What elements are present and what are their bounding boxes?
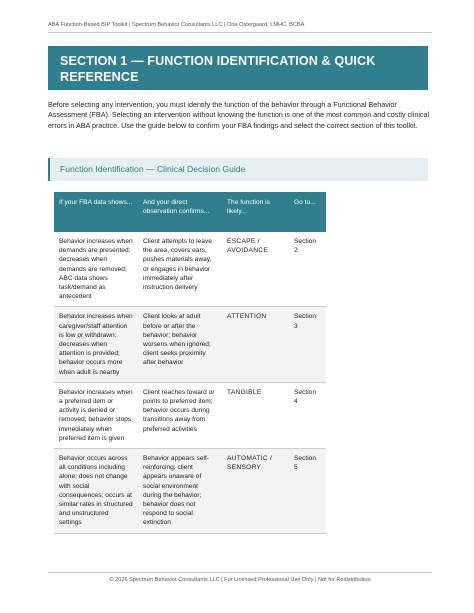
guide-title: Function Identification — Clinical Decision Guide — [60, 164, 246, 174]
cell-function: AUTOMATIC / SENSORY — [222, 449, 289, 534]
cell-section-link[interactable]: Section 4 — [289, 382, 326, 448]
cell-function: ATTENTION — [222, 307, 289, 382]
table-row-automatic — [54, 449, 326, 534]
column-header-function: The function is likely... — [222, 192, 289, 232]
section-title: SECTION 1 — FUNCTION IDENTIFICATION & QUICK REFERENCE — [60, 54, 376, 84]
footer-divider — [48, 572, 432, 573]
column-header-go-to: Go to... — [289, 192, 326, 232]
cell-fba-data: Behavior increases when a preferred item or activity is denied or removed; behavior stops immediately when preferred item is given — [54, 382, 138, 448]
cell-observation: Client reaches toward or points to preferred item; behavior occurs during transitions away from preferred activities — [138, 382, 222, 448]
table-row-tangible — [54, 382, 326, 448]
cell-observation: Client attempts to leave the area, covers ears, pushes materials away, or engages in behavior immediately after instruction delivery — [138, 232, 222, 307]
page-footer: © 2026 Spectrum Behavior Consultants LLC | For Licensed Professional Use Only | Not for Redistribution — [109, 577, 371, 583]
table-row-escape — [54, 232, 326, 307]
cell-section-link[interactable]: Section 2 — [289, 232, 326, 307]
cell-fba-data: Behavior increases when caregiver/staff attention is low or withdrawn; decreases when attention is provided; behavior occurs more when adult is nearby — [54, 307, 138, 382]
column-header-observation: And your direct observation confirms... — [138, 192, 222, 232]
cell-fba-data: Behavior increases when demands are presented; decreases when demands are removed; ABC data shows task/demand as antecedent — [54, 232, 138, 307]
column-header-fba-data: If your FBA data shows... — [54, 192, 138, 232]
cell-function: TANGIBLE — [222, 382, 289, 448]
function-reference-table — [54, 192, 326, 534]
intro-paragraph: Before selecting any intervention, you must identify the function of the behavior through a Functional Behavior Assessment (FBA). Selecting an intervention without knowing the function is one of the most common and costly clinical errors in ABA practice. Use the guide below to confirm your FBA findings and select the correct section of this toolkit. — [48, 100, 430, 130]
cell-section-link[interactable]: Section 3 — [289, 307, 326, 382]
running-header: ABA Function-Based BIP Toolkit | Spectrum Behavior Consultants LLC | Oria Ostergaard, LMHC, BCBA — [48, 22, 305, 28]
cell-observation: Behavior appears self-reinforcing; client appears unaware of social environment during the behavior; behavior does not respond to social extinction — [138, 449, 222, 534]
table-row-attention — [54, 307, 326, 382]
section-banner — [48, 46, 428, 90]
header-divider — [48, 32, 432, 33]
cell-section-link[interactable]: Section 5 — [289, 449, 326, 534]
table-header-row — [54, 192, 326, 232]
cell-observation: Client looks at adult before or after the behavior; behavior worsens when ignored; client seeks proximity after behavior — [138, 307, 222, 382]
cell-function: ESCAPE / AVOIDANCE — [222, 232, 289, 307]
cell-fba-data: Behavior occurs across all conditions including alone; does not change with social consequences; occurs at similar rates in structured and unstructured settings — [54, 449, 138, 534]
guide-title-box — [48, 158, 428, 181]
